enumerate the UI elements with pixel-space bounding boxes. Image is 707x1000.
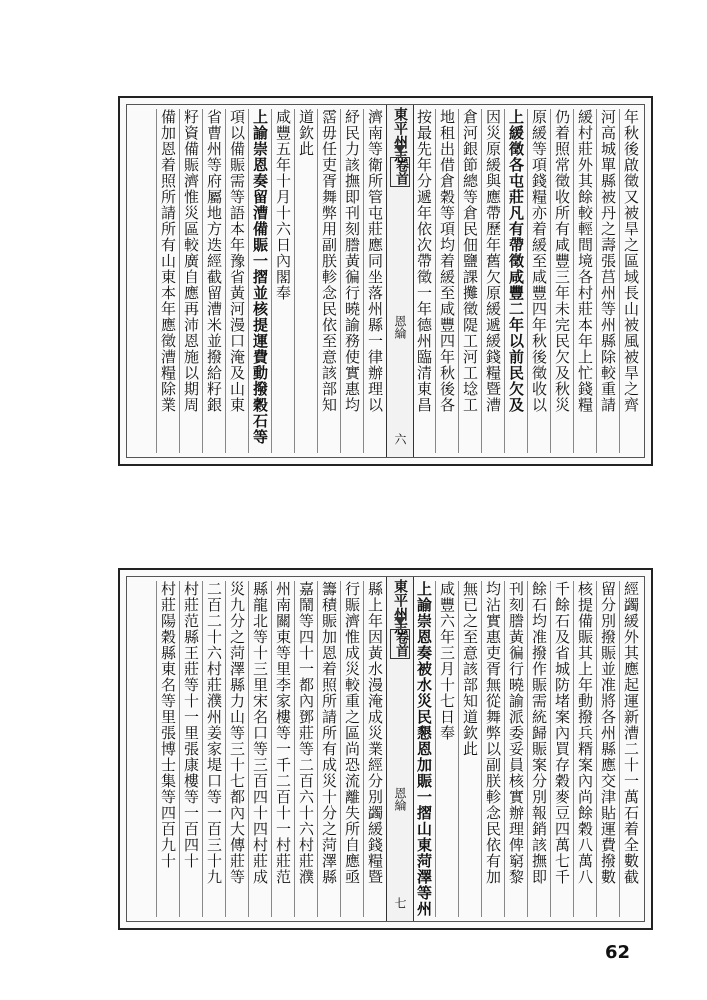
text-column: 省曹州等府屬地方迭經截留漕米並撥給籽銀 [202,109,225,453]
text-column: 上諭崇恩奏留漕備賑一摺並核提運費動撥穀石等 [248,109,271,453]
text-column: 村莊陽穀縣東名等里張博士集等四百九十 [156,581,179,917]
text-column: 經蠲緩外其應起運新漕二十一萬石着全數截 [619,581,642,917]
text-column: 咸豐六年三月十七日奉 [435,581,458,917]
fish-tail-mark-icon [394,617,406,625]
text-column: 仍着照常徵收所有咸豐三年未完民欠及秋災 [550,109,573,453]
fold-page-number: 六 [393,433,407,445]
text-column: 均沾實惠吏胥無從舞弊以副朕軫念民依有加 [481,581,504,917]
text-column: 刊刻謄黃徧行曉諭派委妥員核實辦理俾窮黎 [504,581,527,917]
text-column: 咸豐五年十月十六日內閣奉 [271,109,294,453]
fold-section: 恩綸 [393,315,407,339]
text-column: 上諭崇恩奏被水災民懇恩加賑一摺山東菏澤等州 [412,581,435,917]
text-column: 緩村莊外其餘較輕間境各村莊本年上忙錢糧 [573,109,596,453]
text-column: 二百二十六村莊濮州姜家堤口等一百三十九 [202,581,225,917]
text-column: 村莊范縣王莊等十一里張康樓等一百四十 [179,581,202,917]
fold-volume: 卷首 [390,629,410,659]
text-column: 河高城單縣被丹之壽張莒州等州縣除較重請 [596,109,619,453]
text-column: 籽資備賑濟惟災區較廣自應再沛恩施以期周 [179,109,202,453]
text-column: 縣龍北等十三里宋名口等三百四十四村莊成 [248,581,271,917]
text-column: 原緩等項錢糧亦着緩至咸豐四年秋後徵收以 [527,109,550,453]
text-column: 籌積賑加恩着照所請所有成災十分之菏澤縣 [317,581,340,917]
text-column: 濟南等衛所管屯莊應同坐落州縣一律辦理以 [363,109,386,453]
text-column: 項以備賑需等語本年豫省黃河漫口淹及山東 [225,109,248,453]
text-column: 餘石均准撥作賑需統歸賑案分別報銷該撫即 [527,581,550,917]
page-fold-margin [386,105,414,457]
text-column: 州南關東等里李家樓等一千二百十一村莊范 [271,581,294,917]
text-column: 按最先年分遞年依次帶徵一年德州臨清東昌 [412,109,435,453]
text-column: 嘉鬧等四十一都內鄧莊等二百六十六村莊濮 [294,581,317,917]
text-column: 核提備賑其上年動撥兵糈案內尚餘穀八萬八 [573,581,596,917]
page-fold-margin [386,577,414,921]
upper-book-page [118,96,653,466]
text-column: 紓民力該撫即刊刻謄黃徧行曉諭務使實惠均 [340,109,363,453]
text-column: 上緩徵各屯莊凡有帶徵咸豐二年以前民欠及 [504,109,527,453]
text-column: 千餘石及省城防堵案內買存穀麥豆四萬七千 [550,581,573,917]
fold-page-number: 七 [393,897,407,909]
text-column: 留分別撥賑並准將各州縣應交津貼運費撥數 [596,581,619,917]
text-column: 無已之至意該部知道欽此 [458,581,481,917]
lower-text-frame [126,576,645,922]
fold-title: 東平州志 [392,579,408,635]
text-column: 備加恩着照所請所有山東本年應徵漕糧除業 [156,109,179,453]
fold-section: 恩綸 [393,787,407,811]
fold-volume: 卷首 [390,157,410,187]
text-column: 道欽此 [294,109,317,453]
upper-text-frame [126,104,645,458]
text-column: 年秋後啟徵又被旱之區域長山被風被旱之齊 [619,109,642,453]
text-column: 倉河銀節總等倉民佃鹽課攤徵隄工河工埝工 [458,109,481,453]
text-column: 行賑濟惟成災較重之區尚恐流離失所自應亟 [340,581,363,917]
text-column: 縣上年因黃水漫淹成災業經分別蠲緩錢糧暨 [363,581,386,917]
fish-tail-mark-icon [394,145,406,153]
text-column: 霑毋任吏胥舞弊用副朕軫念民依至意該部知 [317,109,340,453]
lower-book-page [118,568,653,930]
fold-title: 東平州志 [392,107,408,163]
text-column: 災九分之菏澤縣力山等三十七都內大傳莊等 [225,581,248,917]
text-column: 地租出借倉穀等項均着緩至咸豐四年秋後各 [435,109,458,453]
text-column: 因災原緩與應帶歷年舊欠原緩遞緩錢糧暨漕 [481,109,504,453]
page-number: 62 [605,942,631,963]
